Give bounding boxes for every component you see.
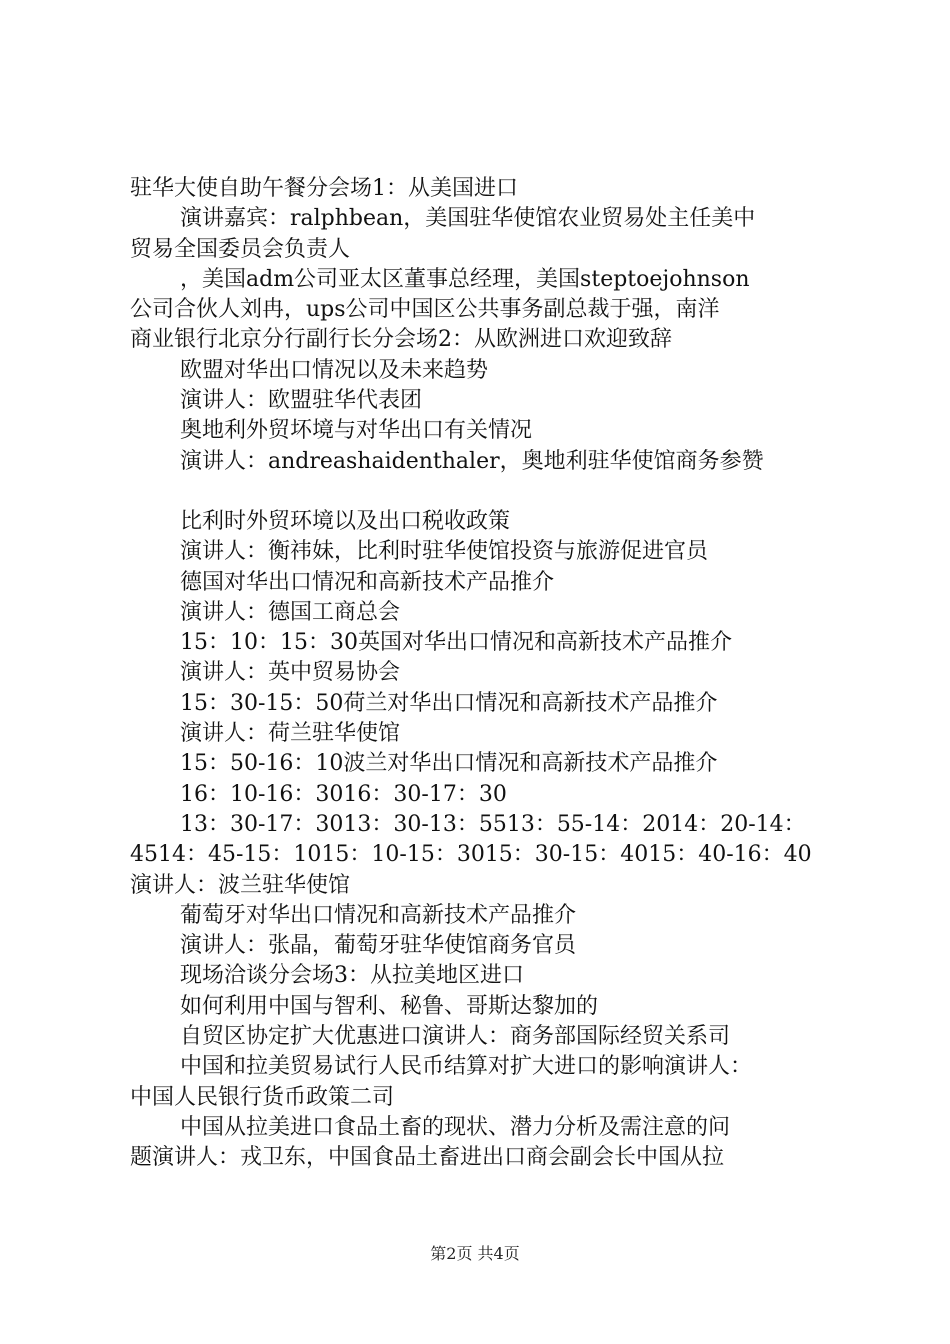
text-line: 公司合伙人刘冉，ups公司中国区公共事务副总裁于强，南洋 [130,297,720,323]
text-line: 中国和拉美贸易试行人民币结算对扩大进口的影响演讲人： [180,1054,753,1080]
text-line: 题演讲人：戎卫东，中国食品土畜进出口商会副会长中国从拉 [130,1145,725,1171]
text-line: 现场洽谈分会场3：从拉美地区进口 [180,963,524,989]
text-line: 演讲人：波兰驻华使馆 [130,872,351,898]
text-line: 商业银行北京分行副行长分会场2：从欧洲进口欢迎致辞 [130,327,672,353]
text-line: 演讲人：德国工商总会 [180,599,401,625]
text-line: 15：30-15：50荷兰对华出口情况和高新技术产品推介 [180,690,718,716]
text-line: 演讲人：andreashaidenthaler，奥地利驻华使馆商务参赞 [180,448,764,474]
text-line: 演讲人：英中贸易协会 [180,660,401,686]
text-line: 4514：45-15：1015：10-15：3015：30-15：4015：40-16：40 [130,842,812,868]
text-line: 15：10：15：30英国对华出口情况和高新技术产品推介 [180,630,732,656]
page-number: 第2页 共4页 [430,1244,520,1263]
text-line: 如何利用中国与智利、秘鲁、哥斯达黎加的 [180,993,599,1019]
paragraph-gap [130,477,832,507]
text-line: 欧盟对华出口情况以及未来趋势 [180,357,489,383]
text-line: 驻华大使自助午餐分会场1：从美国进口 [130,176,518,201]
text-line: 中国从拉美进口食品土畜的现状、潜力分析及需注意的问 [180,1114,731,1140]
text-line: 比利时外贸环境以及出口税收政策 [180,508,511,534]
text-line: 贸易全国委员会负责人 [130,236,351,262]
text-line: 演讲人：荷兰驻华使馆 [180,721,401,747]
text-line: 德国对华出口情况和高新技术产品推介 [180,569,555,595]
text-line: 演讲人：衡祎妹，比利时驻华使馆投资与旅游促进官员 [180,539,709,565]
text-line: 13：30-17：3013：30-13：5513：55-14：2014：20-14： [180,811,806,837]
text-line: 演讲人：张晶，葡萄牙驻华使馆商务官员 [180,933,577,959]
text-line: 演讲嘉宾：ralphbean，美国驻华使馆农业贸易处主任美中 [180,206,756,232]
text-line: 葡萄牙对华出口情况和高新技术产品推介 [180,902,577,928]
text-line: 演讲人：欧盟驻华代表团 [180,388,423,414]
text-line: 16：10-16：3016：30-17：30 [180,781,507,807]
document-body [130,174,832,1174]
text-line: 中国人民银行货币政策二司 [130,1084,395,1110]
text-line: 奥地利外贸坏境与对华出口有关情况 [180,418,533,444]
text-line: 自贸区协定扩大优惠进口演讲人：商务部国际经贸关系司 [180,1024,731,1050]
text-line: 15：50-16：10波兰对华出口情况和高新技术产品推介 [180,751,718,777]
text-line: ，美国adm公司亚太区董事总经理，美国steptoejohnson [180,266,750,292]
